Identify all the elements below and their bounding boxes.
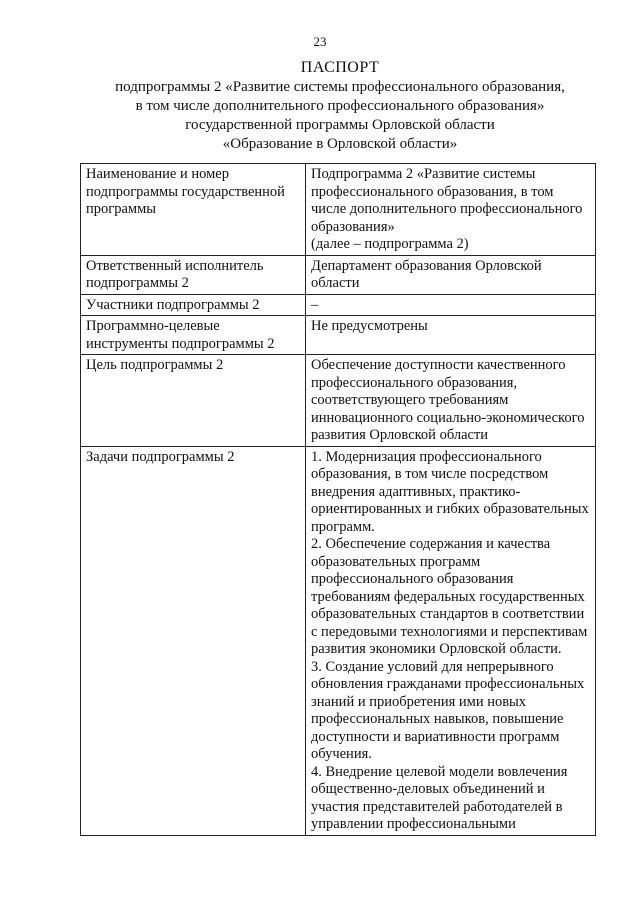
row-value-paragraph: Не предусмотрены (311, 318, 428, 334)
row-value (306, 294, 596, 316)
document-heading (60, 58, 620, 154)
table-row (81, 446, 596, 835)
row-value (306, 316, 596, 355)
table-row (81, 164, 596, 256)
row-value-paragraph: – (311, 296, 319, 313)
row-label: Цель подпрограммы 2 (81, 355, 306, 447)
row-value (306, 355, 596, 447)
table-row (81, 316, 596, 355)
row-value-paragraph: Обеспечение доступности качественного профессионального образования, соответствующего требованиям инновационного социально-экономического развития Орловской области (311, 357, 585, 443)
row-value-paragraph: Департамент образования Орловской области (311, 257, 542, 291)
row-label: Ответственный исполнитель подпрограммы 2 (81, 255, 306, 294)
row-value-paragraph: 1. Модернизация профессионального образования, в том числе посредством внедрения адаптивных, практико-ориентированных и гибких образовательных программ. (311, 448, 589, 535)
row-value (306, 446, 596, 835)
row-value-paragraph: 3. Создание условий для непрерывного обновления гражданами профессиональных знаний и приобретения ими новых профессиональных навыков, повышение доступности и вариативности программ обучения. (311, 658, 585, 762)
row-label: Программно-целевые инструменты подпрограммы 2 (81, 316, 306, 355)
row-value (306, 164, 596, 256)
table-row (81, 355, 596, 447)
row-label: Участники подпрограммы 2 (81, 294, 306, 316)
row-value-paragraph: 2. Обеспечение содержания и качества образовательных программ профессионального образования требованиям федеральных государственных образовательных стандартов в соответствии с передовыми технологиями и перспективам развития экономики Орловской области. (311, 536, 588, 657)
table-row (81, 255, 596, 294)
page-number: 23 (313, 34, 327, 49)
passport-table (80, 163, 596, 836)
heading-line: «Образование в Орловской области» (222, 136, 458, 152)
row-value-paragraph: Подпрограмма 2 «Развитие системы профессионального образования, в том числе дополнительного профессионального образования» (311, 166, 583, 235)
table-row (81, 294, 596, 316)
heading-line: подпрограммы 2 «Развитие системы профессионального образования, (115, 79, 565, 95)
row-value (306, 255, 596, 294)
heading-line: государственной программы Орловской области (185, 117, 495, 133)
row-value-paragraph: 4. Внедрение целевой модели вовлечения общественно-деловых объединений и участия представителей работодателей в управлении профессиональными (311, 763, 568, 832)
heading-line: в том числе дополнительного профессионального образования» (135, 98, 545, 114)
document-title: ПАСПОРТ (300, 59, 380, 76)
row-label: Задачи подпрограммы 2 (81, 446, 306, 835)
row-value-paragraph: (далее – подпрограмма 2) (311, 236, 469, 252)
row-label: Наименование и номер подпрограммы государственной программы (81, 164, 306, 256)
